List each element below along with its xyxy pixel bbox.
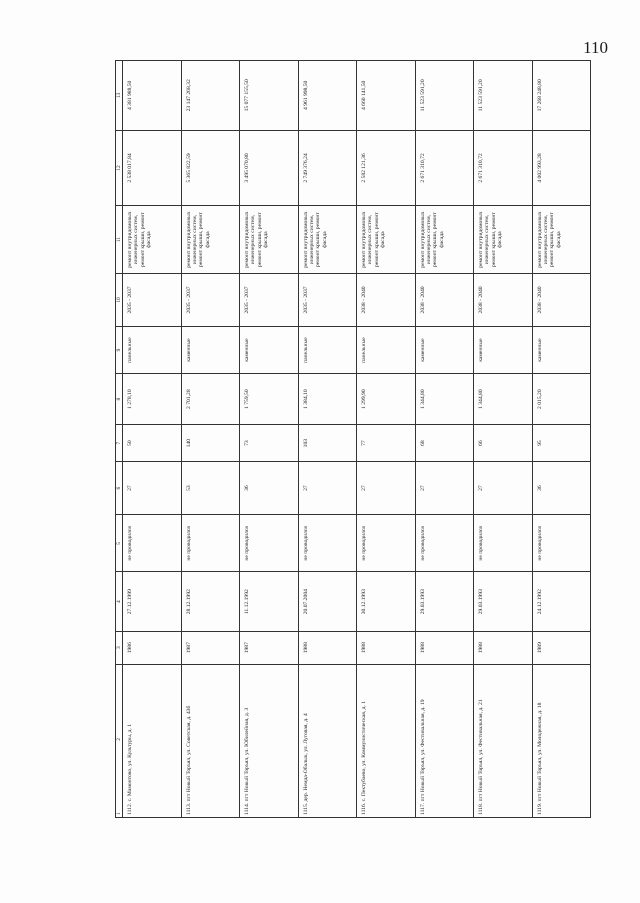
table-row bbox=[415, 61, 474, 818]
date-cell: 24.12.1992 bbox=[532, 572, 591, 631]
material-cell: панельные bbox=[123, 327, 182, 374]
column-7-cell: 73 bbox=[240, 425, 299, 462]
year-cell: 1988 bbox=[415, 631, 474, 664]
area-cell: 2 701,28 bbox=[181, 374, 240, 425]
cost-cell: 3 495 070,80 bbox=[240, 130, 299, 206]
material-cell: панельные bbox=[357, 327, 416, 374]
header-cell: 7 bbox=[116, 425, 123, 462]
header-cell bbox=[116, 664, 123, 817]
area-cell: 1 344,80 bbox=[474, 374, 533, 425]
material-cell: каменные bbox=[181, 327, 240, 374]
cap-repair-cell: не проводился bbox=[181, 515, 240, 572]
area-cell: 2 015,20 bbox=[532, 374, 591, 425]
works-cell: ремонт внутридомовых инженерных систем, ремонт крыши, ремонт фасада bbox=[181, 206, 240, 274]
address-cell bbox=[240, 664, 299, 817]
address-cell bbox=[357, 664, 416, 817]
table-row bbox=[123, 61, 182, 818]
page-number: 110 bbox=[583, 38, 608, 57]
row-number: 1112. bbox=[127, 802, 133, 815]
date-cell: 27.12.1999 bbox=[123, 572, 182, 631]
table-row bbox=[357, 61, 416, 818]
column-6-cell: 27 bbox=[415, 462, 474, 515]
cap-repair-cell: не проводился bbox=[532, 515, 591, 572]
address-text: пгт Новый Торъял, ул. Юбилейная, д. 3 bbox=[244, 707, 250, 802]
column-7-cell: 140 bbox=[181, 425, 240, 462]
date-cell: 29.03.1993 bbox=[474, 572, 533, 631]
address-text: с. Мамонтово, ул. Культуры, д. 1 bbox=[127, 723, 133, 802]
row-number: 1113. bbox=[185, 802, 192, 815]
table-row bbox=[532, 61, 591, 818]
date-cell: 30.12.1993 bbox=[357, 572, 416, 631]
period-cell: 2035 - 2037 bbox=[298, 273, 357, 326]
area-cell: 1 344,80 bbox=[415, 374, 474, 425]
period-cell: 2038 - 2040 bbox=[474, 273, 533, 326]
cost-cell: 4 002 993,28 bbox=[532, 130, 591, 206]
column-7-cell: 77 bbox=[357, 425, 416, 462]
year-cell: 1988 bbox=[357, 631, 416, 664]
cost-cell: 2 671 310,72 bbox=[415, 130, 474, 206]
works-cell: ремонт внутридомовых инженерных систем, ремонт крыши, ремонт фасада bbox=[474, 206, 533, 274]
column-7-cell: 103 bbox=[298, 425, 357, 462]
header-cell: 13 bbox=[116, 61, 123, 131]
cost-cell: 2 671 310,72 bbox=[474, 130, 533, 206]
works-cell: ремонт внутридомовых инженерных систем, ремонт крыши, ремонт фасада bbox=[532, 206, 591, 274]
header-cell: 12 bbox=[116, 130, 123, 206]
header-cell: 3 bbox=[116, 631, 123, 664]
date-cell: 29.03.1993 bbox=[415, 572, 474, 631]
total-cell: 11 523 591,20 bbox=[474, 61, 533, 131]
column-7-cell: 68 bbox=[415, 425, 474, 462]
period-cell: 2035 - 2037 bbox=[240, 273, 299, 326]
total-cell: 23 147 268,32 bbox=[181, 61, 240, 131]
rotated-table-container bbox=[115, 60, 605, 818]
header-cell: 11 bbox=[116, 206, 123, 274]
column-6-cell: 27 bbox=[298, 462, 357, 515]
cap-repair-cell: не проводился bbox=[357, 515, 416, 572]
address-cell bbox=[298, 664, 357, 817]
year-cell: 1988 bbox=[474, 631, 533, 664]
column-6-cell: 36 bbox=[240, 462, 299, 515]
year-cell: 1989 bbox=[532, 631, 591, 664]
header-cell: 8 bbox=[116, 374, 123, 425]
row-number: 1118. bbox=[478, 802, 484, 815]
total-cell: 4 660 141,50 bbox=[357, 61, 416, 131]
column-7-cell: 66 bbox=[474, 425, 533, 462]
date-cell: 20.07.2004 bbox=[298, 572, 357, 631]
cost-cell: 2 749 376,24 bbox=[298, 130, 357, 206]
material-cell: каменные bbox=[240, 327, 299, 374]
area-cell: 1 759,50 bbox=[240, 374, 299, 425]
header-cell: 6 bbox=[116, 462, 123, 515]
header-cell: 4 bbox=[116, 572, 123, 631]
address-cell bbox=[123, 664, 182, 817]
column-6-cell: 36 bbox=[532, 462, 591, 515]
year-cell: 1986 bbox=[123, 631, 182, 664]
works-cell: ремонт внутридомовых инженерных систем, ремонт крыши, ремонт фасада bbox=[298, 206, 357, 274]
cost-cell: 2 582 121,36 bbox=[357, 130, 416, 206]
cost-cell: 2 538 017,84 bbox=[123, 130, 182, 206]
table-row bbox=[181, 61, 240, 818]
header-cell: 10 bbox=[116, 273, 123, 326]
column-6-cell: 27 bbox=[123, 462, 182, 515]
cost-cell: 5 365 822,59 bbox=[181, 130, 240, 206]
row-number: 1117. bbox=[419, 802, 426, 815]
address-text: пгт Новый Торъял, ул. Фестивальная, д. 19 bbox=[419, 699, 426, 802]
works-cell: ремонт внутридомовых инженерных систем, ремонт крыши, ремонт фасада bbox=[240, 206, 299, 274]
column-6-cell: 27 bbox=[357, 462, 416, 515]
header-cell: 9 bbox=[116, 327, 123, 374]
column-7-cell: 50 bbox=[123, 425, 182, 462]
total-cell: 17 268 248,80 bbox=[532, 61, 591, 131]
period-cell: 2038 - 2040 bbox=[415, 273, 474, 326]
area-cell: 1 299,90 bbox=[357, 374, 416, 425]
date-cell: 11.12.1992 bbox=[240, 572, 299, 631]
period-cell: 2035 - 2037 bbox=[123, 273, 182, 326]
header-row bbox=[116, 61, 123, 818]
address-text: пгт Новый Торъял, ул. Молодежная, д. 18 bbox=[536, 702, 543, 802]
total-cell: 11 523 591,20 bbox=[415, 61, 474, 131]
table-row bbox=[298, 61, 357, 818]
date-cell: 28.12.1992 bbox=[181, 572, 240, 631]
column-6-cell: 53 bbox=[181, 462, 240, 515]
column-6-cell: 27 bbox=[474, 462, 533, 515]
address-cell bbox=[532, 664, 591, 817]
column-7-cell: 95 bbox=[532, 425, 591, 462]
address-cell bbox=[415, 664, 474, 817]
row-number: 1115. bbox=[302, 802, 309, 815]
row-number: 1119. bbox=[536, 802, 543, 815]
address-text: с. Пектубаево, ул. Коммунистическая, д. 1 bbox=[361, 700, 367, 802]
address-cell bbox=[181, 664, 240, 817]
area-cell: 1 384,10 bbox=[298, 374, 357, 425]
works-cell: ремонт внутридомовых инженерных систем, ремонт крыши, ремонт фасада bbox=[357, 206, 416, 274]
address-text: пгт Новый Торъял, ул. Советская, д. 43б bbox=[185, 705, 192, 802]
address-text: дер. Немда-Обалык, ул. Луговая, д. 4 bbox=[302, 713, 309, 802]
period-cell: 2035 - 2037 bbox=[181, 273, 240, 326]
total-cell: 15 077 155,50 bbox=[240, 61, 299, 131]
cap-repair-cell: не проводился bbox=[474, 515, 533, 572]
area-cell: 1 278,10 bbox=[123, 374, 182, 425]
material-cell: панельные bbox=[298, 327, 357, 374]
material-cell: каменные bbox=[474, 327, 533, 374]
header-cell: 5 bbox=[116, 515, 123, 572]
year-cell: 1987 bbox=[181, 631, 240, 664]
table-row bbox=[240, 61, 299, 818]
year-cell: 1987 bbox=[240, 631, 299, 664]
address-text: пгт Новый Торъял, ул. Фестивальная, д. 21 bbox=[478, 699, 484, 802]
material-cell: каменные bbox=[415, 327, 474, 374]
total-cell: 4 961 998,50 bbox=[298, 61, 357, 131]
table-row bbox=[474, 61, 533, 818]
total-cell: 4 381 988,50 bbox=[123, 61, 182, 131]
works-cell: ремонт внутридомовых инженерных систем, ремонт крыши, ремонт фасада bbox=[415, 206, 474, 274]
housing-repair-table bbox=[115, 60, 591, 818]
row-number: 1116. bbox=[361, 802, 367, 815]
cap-repair-cell: не проводился bbox=[415, 515, 474, 572]
year-cell: 1988 bbox=[298, 631, 357, 664]
cap-repair-cell: не проводился bbox=[240, 515, 299, 572]
cap-repair-cell: не проводился bbox=[123, 515, 182, 572]
cap-repair-cell: не проводился bbox=[298, 515, 357, 572]
row-number: 1114. bbox=[244, 802, 250, 815]
period-cell: 2038 - 2040 bbox=[532, 273, 591, 326]
works-cell: ремонт внутридомовых инженерных систем, ремонт крыши, ремонт фасада bbox=[123, 206, 182, 274]
header-number: 2 bbox=[116, 738, 122, 741]
period-cell: 2038 - 2040 bbox=[357, 273, 416, 326]
header-number: 1 bbox=[116, 812, 122, 815]
address-cell bbox=[474, 664, 533, 817]
material-cell: каменные bbox=[532, 327, 591, 374]
